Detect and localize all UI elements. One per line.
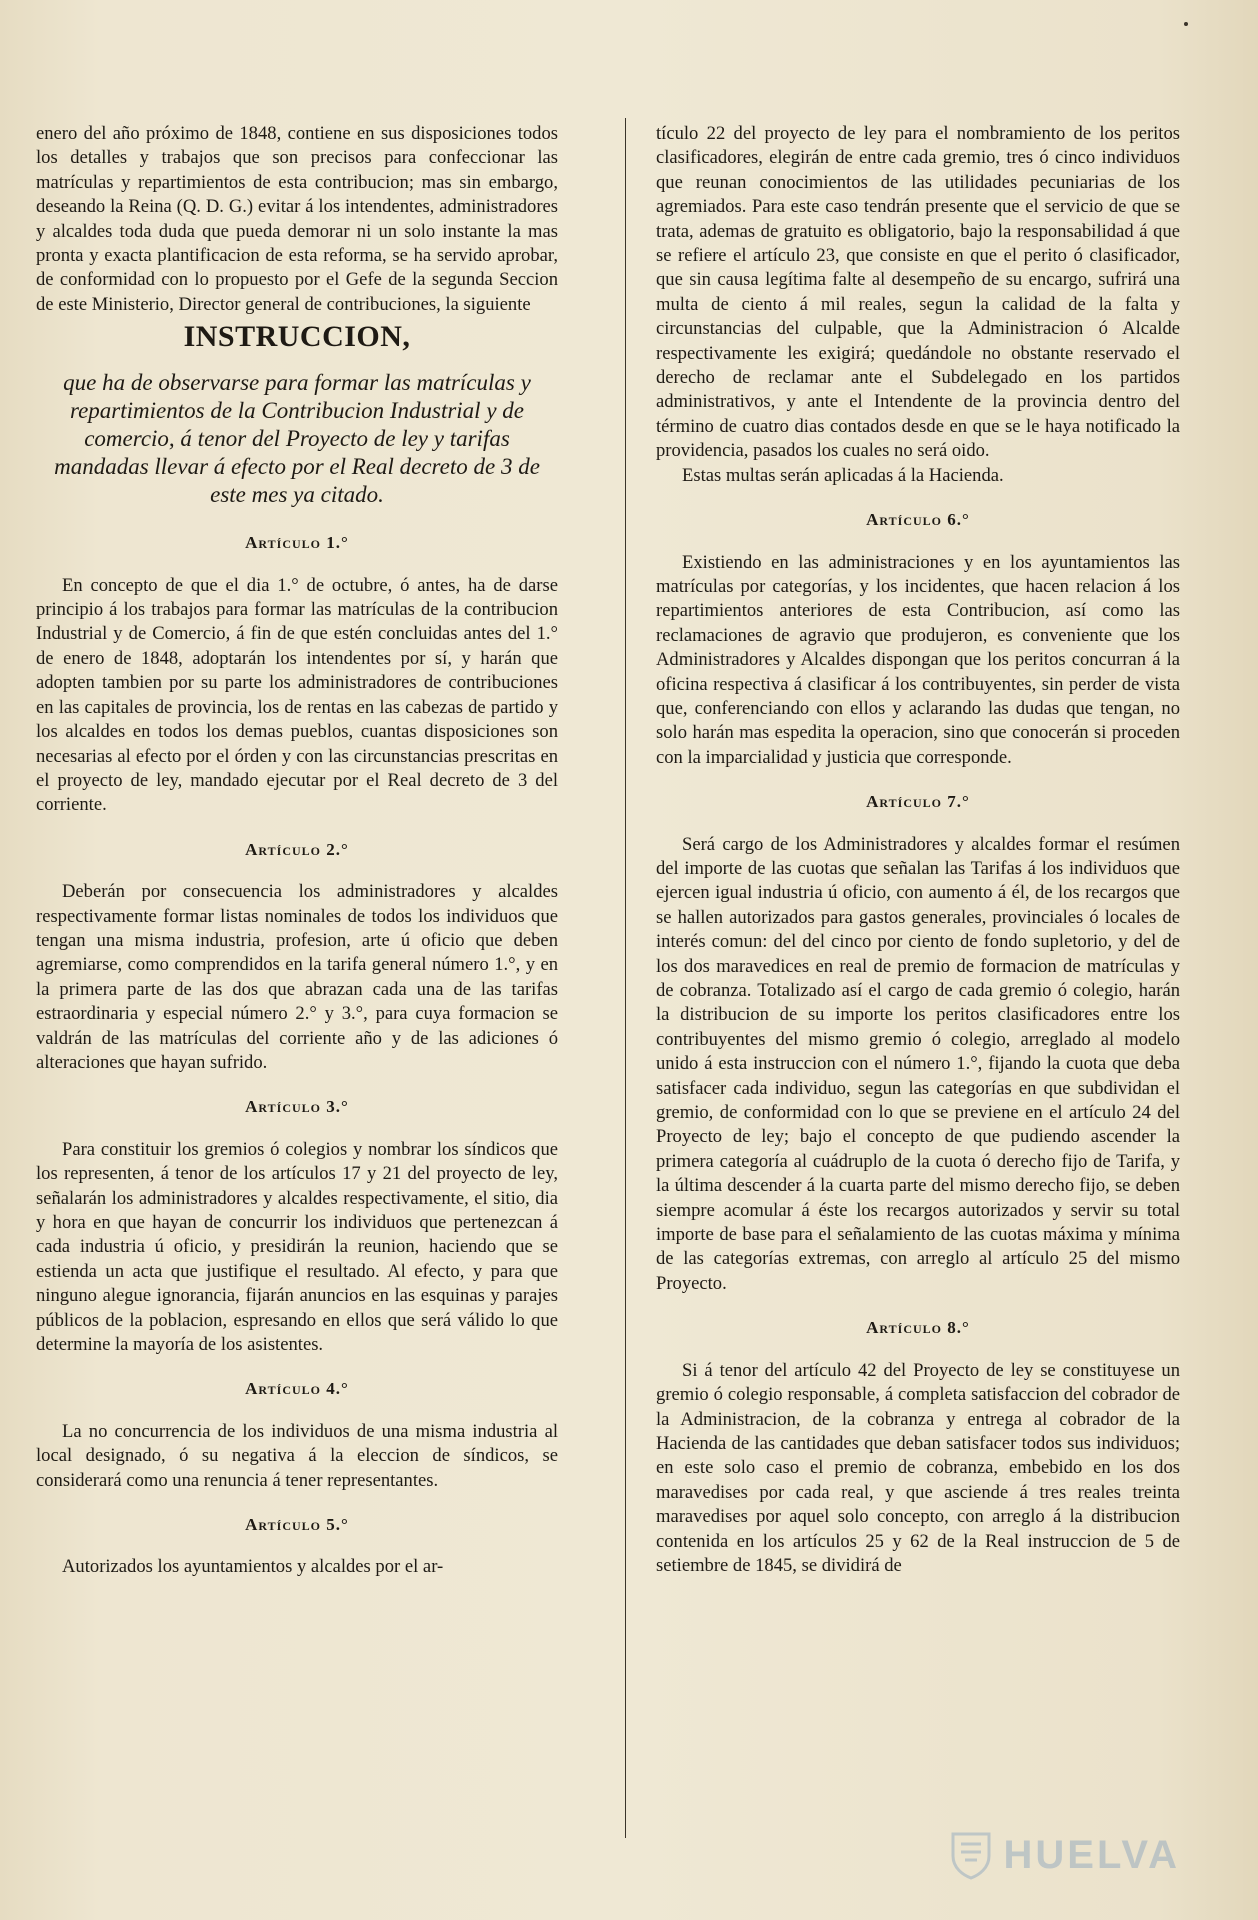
article-5-continuation: tículo 22 del proyecto de ley para el nombramiento de los peritos clasificadores, elegirán de entre cada gremio, tres ó cinco individuos que reunan conocimientos de las utilidades pecuniarias de los agremiados. Para este caso tendrán presente que el servicio de que se trata, ademas de gratuito es obligatorio, bajo la responsabilidad á que se refiere el artículo 23, que consiste en que el perito ó clasificador, que sin causa legítima falte al desempeño de su encargo, sufrirá una multa de ciento á mil reales, segun la calidad de la falta y circunstancias del culpable, que la Administracion ó Alcalde respectivamente les exigirá; quedándole no obstante reservado el derecho de reclamar ante el Subdelegado en los partidos administrativos, y ante el Intendente de la provincia dentro del término de cuatro dias contados desde en que se le haya notificado la providencia, pasados los cuales no será oido. bbox=[656, 123, 1180, 462]
article-8-title: Artículo 8.° bbox=[866, 1318, 970, 1338]
article-7-title: Artículo 7.° bbox=[866, 792, 970, 812]
article-2-text: Deberán por consecuencia los administradores y alcaldes respectivamente formar listas nominales de todos los individuos que tengan una misma industria, profesion, arte ú oficio que deben agremiarse, como comprendidos en la tarifa general número 1.°, y en la primera parte de las dos que abrazan cada una de las tarifas estraordinaria y especial número 2.° y 3.°, para cuya formacion se valdrán de las matrículas del corriente año y de las adiciones ó alteraciones que hayan sufrido. bbox=[36, 881, 558, 1073]
article-1-title: Artículo 1.° bbox=[245, 533, 349, 553]
article-1-text: En concepto de que el dia 1.° de octubre, ó antes, ha de darse principio á los trabajos para formar las matrículas de la contribucion Industrial y de Comercio, á fin de que estén concluidas antes del 1.° de enero de 1848, adoptarán los intendentes por sí, y harán que adopten tambien por su parte los administradores de contribuciones en las capitales de provincia, los de rentas en las cabezas de partido y los alcaldes en todos los demas pueblos, cuantas disposiciones son necesarias al efecto por el órden y con las circunstancias prescritas en el proyecto de ley, mandado ejecutar por el Real decreto de 3 del corriente. bbox=[36, 574, 558, 816]
instruction-heading: INSTRUCCION, bbox=[183, 320, 411, 354]
article-6-title: Artículo 6.° bbox=[866, 510, 970, 530]
page-mark bbox=[1184, 22, 1188, 26]
article-5-text: Autorizados los ayuntamientos y alcaldes por el ar- bbox=[62, 1556, 444, 1578]
instruction-subtitle: que ha de observarse para formar las matrículas y repartimientos de la Contribucion Industrial y de comercio, á tenor del Proyecto de ley y tarifas mandadas llevar á efecto por el Real decreto de 3 de este mes ya citado. bbox=[54, 370, 540, 508]
left-column bbox=[36, 122, 558, 1580]
shield-icon bbox=[949, 1830, 993, 1880]
fines-note: Estas multas serán aplicadas á la Hacienda. bbox=[682, 464, 1004, 486]
article-5-title: Artículo 5.° bbox=[245, 1515, 349, 1535]
article-7-text: Será cargo de los Administradores y alcaldes formar el resúmen del importe de las cuotas que señalan las Tarifas á los individuos que ejercen igual industria ú oficio, con aumento á él, de los recargos que se hallen autorizados para gastos generales, provinciales ó locales de interés comun: del del cinco por ciento de fondo supletorio, y del de los dos maravedices en real de premio de formacion de matrículas y de cobranza. Totalizado así el cargo de cada gremio ó colegio, harán la distribucion de su importe los peritos clasificadores entre los contribuyentes del mismo gremio ó colegio, arreglado al modelo unido á esta instruccion con el número 1.°, fijando la cuota que deba satisfacer cada individuo, segun las categorías en que subdividan el gremio, de conformidad con lo que se previene en el artículo 24 del Proyecto de ley; bajo el concepto de que pudiendo ascender la primera categoría al cuádruplo de la cuota ó derecho fijo de Tarifa, y la última descender á la cuarta parte del mismo derecho fijo, se deben siempre acomular á éste los recargos autorizados y servir su total importe de base para el señalamiento de las cuotas máxima y mínima de las categorías extremas, con arreglo al artículo 25 del mismo Proyecto. bbox=[656, 833, 1180, 1294]
column-divider bbox=[625, 118, 626, 1838]
article-2-title: Artículo 2.° bbox=[245, 839, 349, 859]
archive-watermark bbox=[949, 1830, 1180, 1880]
article-4-text: La no concurrencia de los individuos de una misma industria al local designado, ó su negativa á la eleccion de síndicos, se considerará como una renuncia á tener representantes. bbox=[36, 1420, 558, 1491]
article-8-text: Si á tenor del artículo 42 del Proyecto de ley se constituyese un gremio ó colegio responsable, á completa satisfaccion del cobrador de la Administracion, de la cobranza y entrega al cobrador de la Hacienda de las cantidades que deban satisfacer todos sus individuos; en este solo caso el premio de cobranza, embebido en los dos maravedises por cada real, y que asciende á tres reales treinta maravedises por aquel solo concepto, con arreglo á la distribucion contenida en los artículos 25 y 62 de la Real instruccion de 5 de setiembre de 1845, se dividirá de bbox=[656, 1359, 1180, 1576]
intro-paragraph: enero del año próximo de 1848, contiene en sus disposiciones todos los detalles y trabajos que son precisos para confeccionar las matrículas y repartimientos de esta contribucion; mas sin embargo, deseando la Reina (Q. D. G.) evitar á los intendentes, administradores y alcaldes toda duda que pueda demorar ni un solo instante la mas pronta y exacta plantificacion de esta reforma, se ha servido aprobar, de conformidad con lo propuesto por el Gefe de la segunda Seccion de este Ministerio, Director general de contribuciones, la siguiente bbox=[36, 123, 558, 315]
article-4-title: Artículo 4.° bbox=[245, 1379, 349, 1399]
right-column bbox=[656, 122, 1180, 1578]
watermark-text: HUELVA bbox=[1003, 1832, 1180, 1877]
article-3-title: Artículo 3.° bbox=[245, 1097, 349, 1117]
article-3-text: Para constituir los gremios ó colegios y nombrar los síndicos que los representen, á tenor de los artículos 17 y 21 del proyecto de ley, señalarán los administradores y alcaldes respectivamente, el sitio, dia y hora en que hayan de concurrir los individuos que pertenezcan á cada industria ú oficio, y presidirán la reunion, haciendo que se estienda un acta que justifique el resultado. Al efecto, y para que ninguno alegue ignorancia, fijarán anuncios en las esquinas y parajes públicos de la poblacion, espresando en ellos que será válido lo que determine la mayoría de los asistentes. bbox=[36, 1138, 558, 1356]
article-6-text: Existiendo en las administraciones y en los ayuntamientos las matrículas por categorías, y los incidentes, que hacen relacion á los repartimientos anteriores de esta Contribucion, así como las reclamaciones de agravio que produjeron, es conveniente que los Administradores y Alcaldes dispongan que los peritos concurran á la oficina respectiva á clasificar á los contribuyentes, sin perder de vista que, conferenciando con ellos y aclarando las dudas que tengan, no solo harán mas espedita la operacion, sino que conocerán si proceden con la imparcialidad y justicia que corresponde. bbox=[656, 551, 1180, 768]
